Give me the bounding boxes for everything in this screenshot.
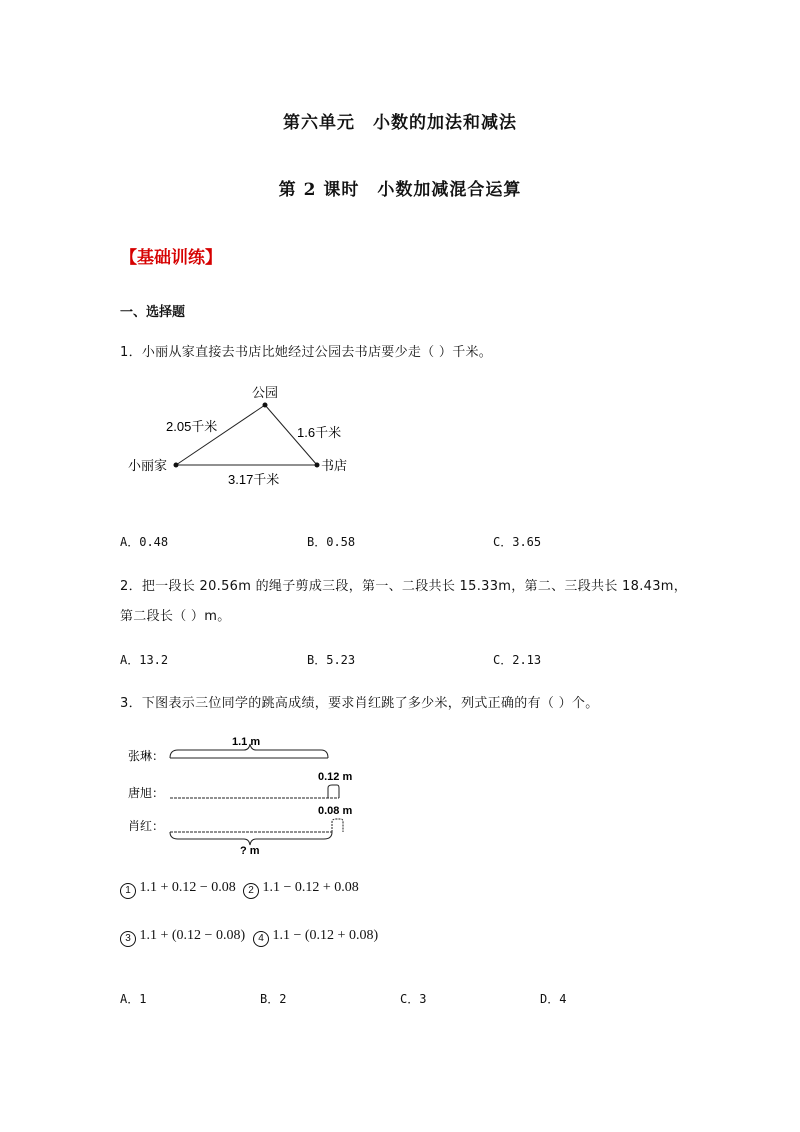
store-point <box>315 463 320 468</box>
triangle-diagram <box>120 380 380 490</box>
jump-height-diagram <box>120 728 370 858</box>
q3-option-a[interactable]: A．1 <box>120 992 147 1006</box>
q2-option-b[interactable]: B．5.23 <box>307 653 356 667</box>
formula-3-expr: 1.1 + (0.12 − 0.08) <box>139 928 246 943</box>
formula-1 <box>120 880 236 899</box>
formula-3 <box>120 928 245 947</box>
brace-c <box>332 819 343 832</box>
label-home: 小丽家 <box>128 458 168 473</box>
label-len-c: 0.08 m <box>318 805 353 817</box>
label-len-b: 0.12 m <box>318 771 353 783</box>
formula-number-4: 4 <box>253 931 269 947</box>
q3-option-d[interactable]: D．4 <box>540 992 567 1006</box>
q3-option-c[interactable]: C．3 <box>400 992 427 1006</box>
q1-option-a[interactable]: A．0.48 <box>120 535 169 549</box>
formula-number-3: 3 <box>120 931 136 947</box>
unit-title: 第六单元 小数的加法和减法 <box>283 113 517 133</box>
park-point <box>263 403 268 408</box>
label-park-store: 1.6千米 <box>297 425 342 440</box>
label-xiao: 肖红： <box>128 819 165 833</box>
question-1-text: 1．小丽从家直接去书店比她经过公园去书店要少走（ ）千米。 <box>120 345 493 360</box>
brace-unknown <box>170 832 332 845</box>
edge-home-park <box>176 405 265 465</box>
label-zhang: 张琳： <box>128 749 165 763</box>
question-2-line-2: 第二段长（ ）m。 <box>120 609 231 624</box>
formula-2-expr: 1.1 − 0.12 + 0.08 <box>262 880 359 895</box>
q1-option-c[interactable]: C．3.65 <box>493 535 542 549</box>
q1-option-b[interactable]: B．0.58 <box>307 535 356 549</box>
label-tang: 唐旭： <box>128 786 165 800</box>
label-len-a: 1.1 m <box>232 736 261 748</box>
formula-number-2: 2 <box>243 883 259 899</box>
formula-4-expr: 1.1 − (0.12 + 0.08) <box>272 928 379 943</box>
formula-1-expr: 1.1 + 0.12 − 0.08 <box>139 880 236 895</box>
label-park: 公园 <box>252 385 279 400</box>
q2-option-a[interactable]: A．13.2 <box>120 653 169 667</box>
question-3-text: 3．下图表示三位同学的跳高成绩，要求肖红跳了多少米，列式正确的有（ ）个。 <box>120 696 599 711</box>
q3-option-b[interactable]: B．2 <box>260 992 287 1006</box>
formula-number-1: 1 <box>120 883 136 899</box>
label-store: 书店 <box>321 458 348 473</box>
formula-2 <box>243 880 359 899</box>
label-home-store: 3.17千米 <box>228 472 280 487</box>
brace-b <box>328 785 339 798</box>
lesson-title: 第 2 课时 小数加减混合运算 <box>278 180 522 200</box>
section-label: 【基础训练】 <box>120 248 222 268</box>
question-2-line-1: 2．把一段长 20.56m 的绳子剪成三段，第一、二段共长 15.33m，第二、三段共长 18.43m， <box>120 579 688 594</box>
label-home-park: 2.05千米 <box>166 419 218 434</box>
brace-a <box>170 744 328 758</box>
formula-4 <box>253 928 378 947</box>
q2-option-c[interactable]: C．2.13 <box>493 653 542 667</box>
home-point <box>174 463 179 468</box>
subheading: 一、选择题 <box>120 305 186 320</box>
label-unknown: ? m <box>240 845 260 857</box>
